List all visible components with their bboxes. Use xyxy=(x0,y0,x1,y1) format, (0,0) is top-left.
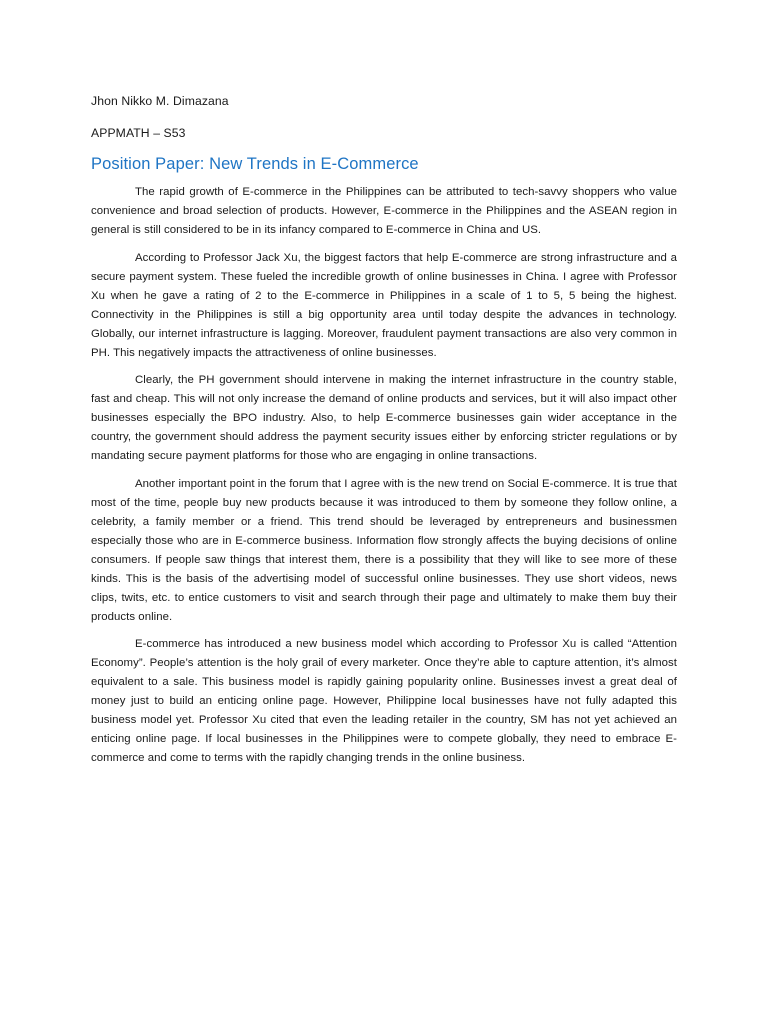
paragraph: The rapid growth of E-commerce in the Philippines can be attributed to tech-savvy shoppers who value convenience and broad selection of products. However, E-commerce in the Philippines and the ASEAN region in general is still considered to be in its infancy compared to E-commerce in China and US. xyxy=(91,186,677,236)
document-body xyxy=(91,183,677,768)
course-code: APPMATH – S53 xyxy=(91,126,186,140)
page-title: Position Paper: New Trends in E-Commerce xyxy=(91,155,419,173)
document-page xyxy=(91,90,677,777)
paragraph: Clearly, the PH government should intervene in making the internet infrastructure in the country stable, fast and cheap. This will not only increase the demand of online products and services, but it will also impact other businesses especially the BPO industry. Also, to help E-commerce businesses gain wider acceptance in the country, the government should address the payment security issues either by enforcing stricter regulations or by mandating secure payment platforms for those who are engaging in online transactions. xyxy=(91,374,677,462)
author-name: Jhon Nikko M. Dimazana xyxy=(91,94,229,108)
paragraph: According to Professor Jack Xu, the biggest factors that help E-commerce are strong infrastructure and a secure payment system. These fueled the incredible growth of online businesses in China. I agree with Professor Xu when he gave a rating of 2 to the E-commerce in Philippines in a scale of 1 to 5, 5 being the highest. Connectivity in the Philippines is still a big opportunity area until today despite the advances in technology. Globally, our internet infrastructure is lagging. Moreover, fraudulent payment transactions are also very common in PH. This negatively impacts the attractiveness of online businesses. xyxy=(91,251,677,359)
paragraph: E-commerce has introduced a new business model which according to Professor Xu is called “Attention Economy”. People’s attention is the holy grail of every marketer. Once they’re able to capture attention, it’s almost equivalent to a sale. This business model is rapidly gaining popularity online. Businesses invest a great deal of money just to build an enticing online page. However, Philippine local businesses have not fully adapted this business model yet. Professor Xu cited that even the leading retailer in the country, SM has not yet achieved an enticing online page. If local businesses in the Philippines were to compete globally, they need to embrace E-commerce and come to terms with the rapidly changing trends in the online business. xyxy=(91,638,677,764)
paragraph: Another important point in the forum that I agree with is the new trend on Social E-commerce. It is true that most of the time, people buy new products because it was introduced to them by someone they follow online, a celebrity, a family member or a friend. This trend should be leveraged by entrepreneurs and businessmen especially those who are in E-commerce business. Information flow strongly affects the buying decisions of online consumers. If people saw things that interest them, there is a possibility that they will like to see more of these kinds. This is the basis of the advertising model of successful online businesses. They use short videos, news clips, twits, etc. to entice customers to visit and search through their page and ultimately to make them buy their products online. xyxy=(91,477,677,623)
